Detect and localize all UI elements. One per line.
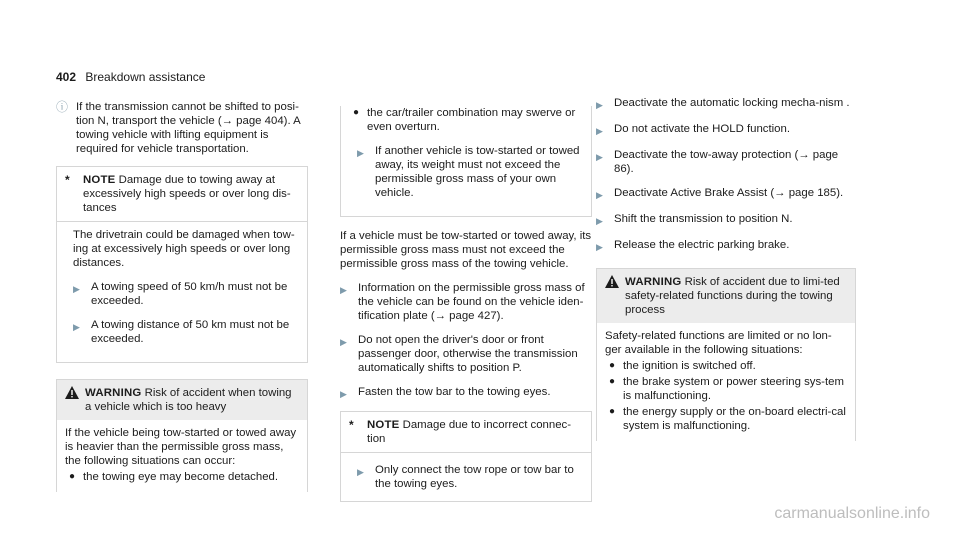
arrow-icon: ▶	[357, 148, 364, 158]
arrow-icon: ▶	[596, 216, 603, 226]
warning-continued-box	[340, 106, 592, 217]
step-item	[596, 148, 856, 176]
bullet-dot: ●	[69, 471, 76, 482]
note-icon: *	[349, 418, 354, 432]
column-3	[596, 96, 856, 453]
warning-icon	[605, 275, 619, 317]
arrow-icon: ▶	[357, 467, 364, 477]
bullet-item	[353, 106, 583, 134]
tip-block	[56, 100, 308, 156]
bullet-item	[609, 359, 847, 373]
step-item	[340, 385, 592, 401]
page-header	[56, 70, 205, 84]
step-item	[357, 144, 583, 200]
note-icon: *	[65, 173, 70, 187]
arrow-icon: ▶	[596, 190, 603, 200]
warning-icon	[65, 386, 79, 414]
step-item	[596, 186, 856, 202]
page-number: 402	[56, 70, 77, 84]
note-box	[56, 166, 308, 363]
note-heading	[83, 173, 299, 215]
step-text: Do not open the driver's door or front passenger door, otherwise the transmission automatically shifts to position P.	[358, 334, 578, 374]
arrow-icon: ▶	[73, 322, 80, 332]
step-text: Deactivate Active Brake Assist (→ page 185).	[614, 187, 844, 199]
bullet-text: the car/trailer combination may swerve or even overturn.	[367, 107, 576, 133]
step-item	[596, 238, 856, 254]
note-keyword: NOTE	[367, 419, 400, 431]
note-head	[341, 412, 591, 452]
step-text: Deactivate the tow-away protection (→ page 86).	[614, 149, 839, 175]
step-text: Only connect the tow rope or tow bar to the towing eyes.	[375, 464, 574, 490]
bullet-dot: ●	[609, 406, 616, 417]
note-heading-text: Damage due to towing away at excessively high speeds or over long dis-tances	[83, 174, 291, 214]
arrow-icon: ▶	[340, 337, 347, 347]
arrow-icon: ▶	[596, 242, 603, 252]
step-item	[596, 212, 856, 228]
step-item	[73, 280, 299, 308]
warning-heading	[625, 275, 847, 317]
step-item	[596, 122, 856, 138]
step-item	[340, 281, 592, 323]
watermark: carmanualsonline.info	[774, 505, 930, 522]
step-text: If another vehicle is tow-started or towed away, its weight must not exceed the permissible gross mass of your own vehicle.	[375, 145, 580, 199]
note-heading-text: Damage due to incorrect connec-tion	[367, 419, 572, 445]
arrow-icon: ▶	[340, 285, 347, 295]
bullet-text: the energy supply or the on-board electri-cal system is malfunctioning.	[623, 406, 846, 432]
warning-body	[597, 323, 855, 441]
bullet-text: the ignition is switched off.	[623, 360, 756, 372]
bullet-dot: ●	[609, 376, 616, 387]
step-item	[596, 96, 856, 112]
arrow-icon: ▶	[596, 126, 603, 136]
step-text: A towing speed of 50 km/h must not be exceeded.	[91, 281, 288, 307]
bullet-item	[609, 375, 847, 403]
step-item	[73, 318, 299, 346]
step-item	[357, 463, 583, 491]
step-text: Do not activate the HOLD function.	[614, 123, 791, 135]
tip-text: If the transmission cannot be shifted to posi-tion N, transport the vehicle (→ page 404). A towing vehicle with lifting equipment is required for vehicle transportation.	[76, 101, 301, 155]
bullet-text: the towing eye may become detached.	[83, 471, 279, 483]
warning-box	[596, 268, 856, 441]
warning-text: Safety-related functions are limited or no lon-ger available in the following situations:	[605, 330, 832, 356]
step-text: Fasten the tow bar to the towing eyes.	[358, 386, 551, 398]
note-box	[340, 411, 592, 502]
warning-head	[57, 380, 307, 420]
note-body	[57, 221, 307, 362]
note-text: The drivetrain could be damaged when tow-ing at excessively high speeds or over long distances.	[73, 229, 295, 269]
step-text: Information on the permissible gross mass of the vehicle can be found on the vehicle iden-tification plate (→ page 427).	[358, 282, 585, 322]
warning-heading-text: Risk of accident due to limi-ted safety-related functions during the towing process	[625, 276, 840, 316]
bullet-item	[69, 470, 299, 484]
note-body	[341, 452, 591, 501]
step-text: A towing distance of 50 km must not be exceeded.	[91, 319, 290, 345]
bullet-item	[609, 405, 847, 433]
note-heading	[367, 418, 583, 446]
column-2	[340, 104, 592, 514]
section-title: Breakdown assistance	[85, 70, 206, 84]
note-head	[57, 167, 307, 221]
step-text: Release the electric parking brake.	[614, 239, 790, 251]
step-text: Shift the transmission to position N.	[614, 213, 793, 225]
arrow-icon: ▶	[73, 284, 80, 294]
arrow-icon: ▶	[340, 389, 347, 399]
bullet-text: the brake system or power steering sys-tem is malfunctioning.	[623, 376, 844, 402]
column-1	[56, 100, 308, 504]
warning-box	[56, 379, 308, 492]
arrow-icon: ▶	[596, 152, 603, 162]
bullet-dot: ●	[353, 107, 360, 118]
note-keyword: NOTE	[83, 174, 116, 186]
warning-head	[597, 269, 855, 323]
warning-keyword: WARNING	[625, 276, 682, 288]
warning-keyword: WARNING	[85, 387, 142, 399]
step-item	[340, 333, 592, 375]
warning-body	[57, 420, 307, 492]
arrow-icon: ▶	[596, 100, 603, 110]
step-text: Deactivate the automatic locking mecha-nism .	[614, 97, 850, 109]
bullet-dot: ●	[609, 360, 616, 371]
info-icon: ⓘ	[56, 100, 69, 114]
warning-heading-text: Risk of accident when towing a vehicle which is too heavy	[85, 387, 292, 413]
warning-heading	[85, 386, 299, 414]
warning-text: If the vehicle being tow-started or towed away is heavier than the permissible gross mass, the following situations can occur:	[65, 427, 297, 467]
paragraph: If a vehicle must be tow-started or towed away, its permissible gross mass must not exceed the permissible gross mass of the towing vehicle.	[340, 230, 592, 270]
